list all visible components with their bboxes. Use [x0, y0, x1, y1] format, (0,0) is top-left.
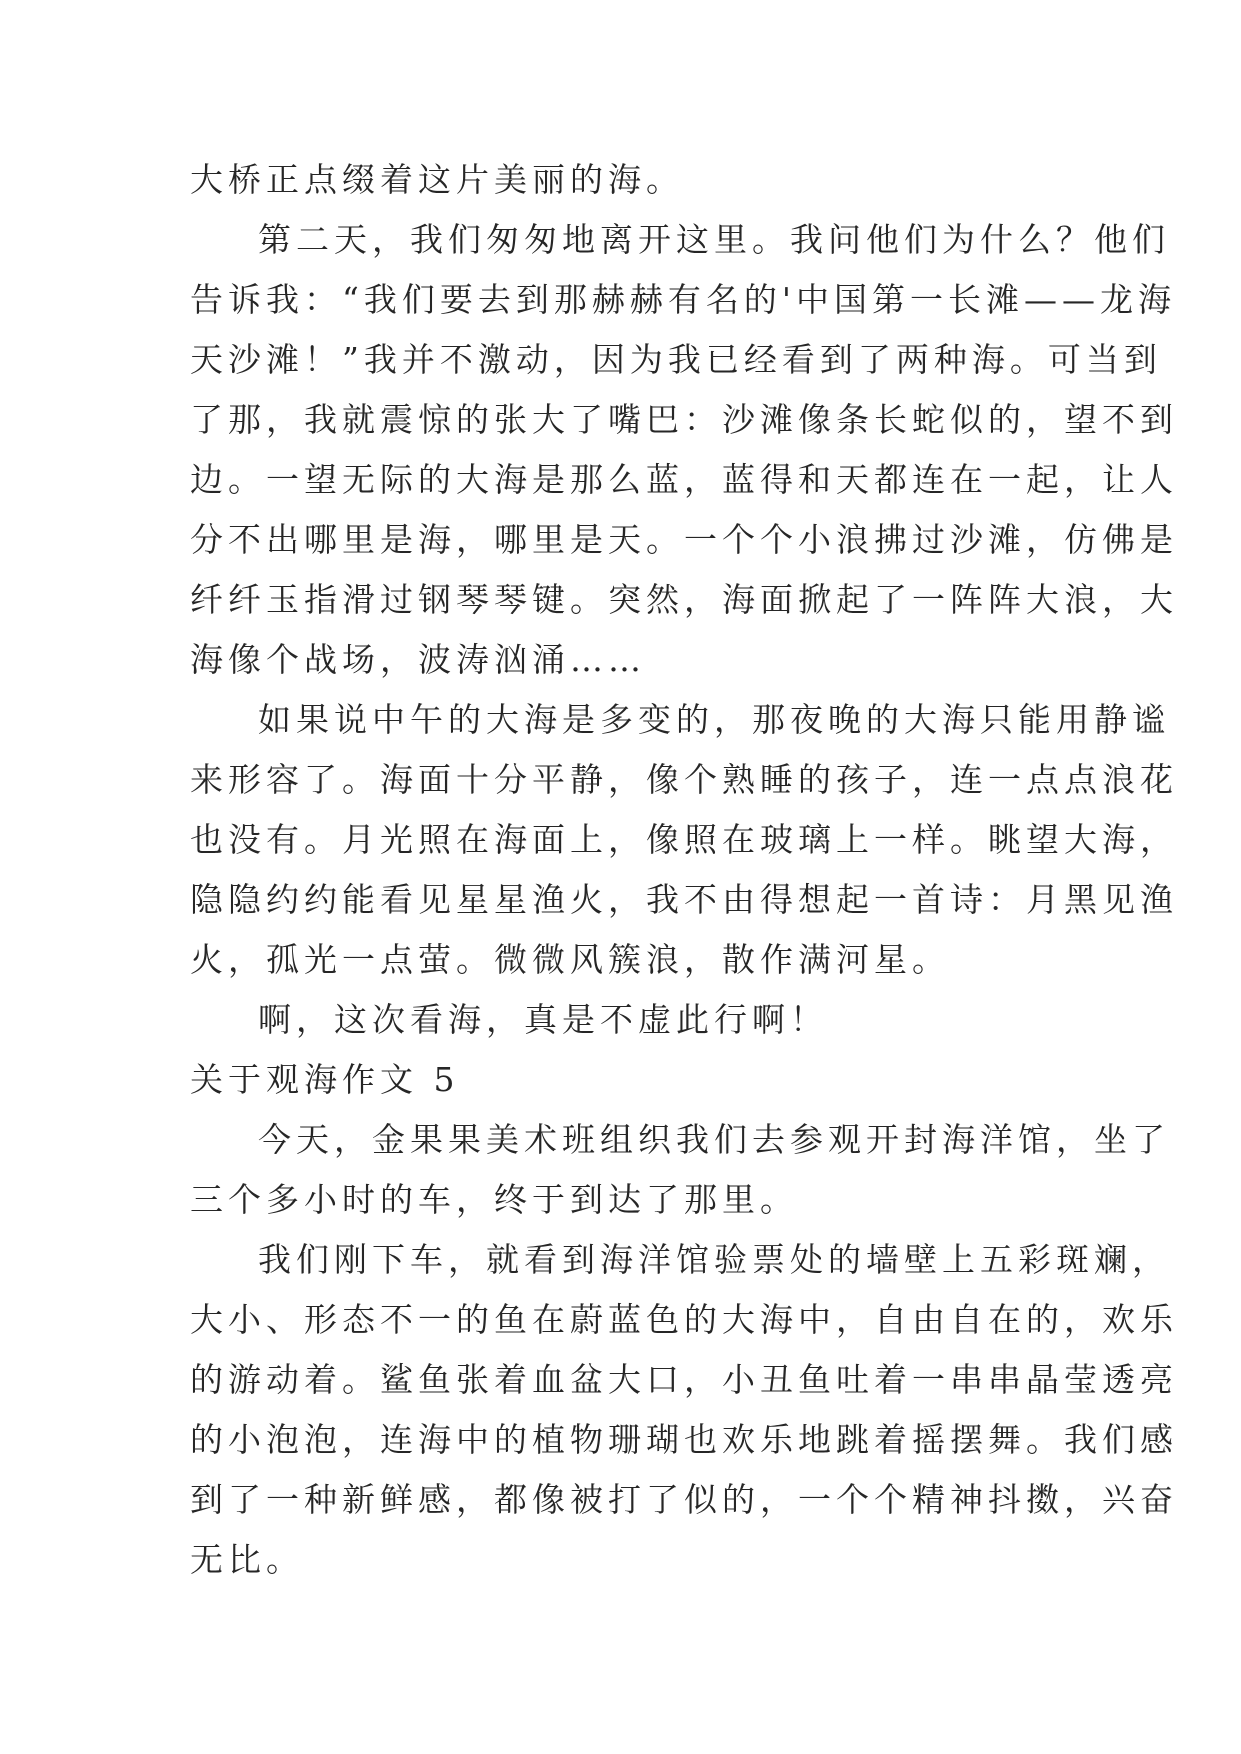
essay-body [190, 150, 1178, 1590]
text-line: 边。一望无际的大海是那么蓝，蓝得和天都连在一起，让人 [190, 460, 1178, 499]
text-line: 的游动着。鲨鱼张着血盆大口，小丑鱼吐着一串串晶莹透亮 [190, 1360, 1178, 1399]
text-line: 纤纤玉指滑过钢琴琴键。突然，海面掀起了一阵阵大浪，大 [190, 580, 1178, 619]
paragraph-start-line: 第二天，我们匆匆地离开这里。我问他们为什么？他们 [258, 220, 1170, 259]
text-line: 大桥正点缀着这片美丽的海。 [190, 160, 684, 199]
paragraph-start-line: 啊，这次看海，真是不虚此行啊！ [258, 1000, 828, 1039]
text-line: 海像个战场，波涛汹涌…… [190, 640, 646, 679]
text-line: 天沙滩！”我并不激动，因为我已经看到了两种海。可当到 [190, 340, 1162, 379]
section-heading: 关于观海作文 5 [190, 1060, 460, 1099]
text-line: 无比。 [190, 1540, 304, 1579]
text-line: 火，孤光一点萤。微微风簇浪，散作满河星。 [190, 940, 950, 979]
text-line: 告诉我：“我们要去到那赫赫有名的'中国第一长滩——龙海 [190, 280, 1176, 319]
paragraph-start-line: 如果说中午的大海是多变的，那夜晚的大海只能用静谧 [258, 700, 1170, 739]
text-line: 大小、形态不一的鱼在蔚蓝色的大海中，自由自在的，欢乐 [190, 1300, 1178, 1339]
text-line: 了那，我就震惊的张大了嘴巴：沙滩像条长蛇似的，望不到 [190, 400, 1178, 439]
paragraph-start-line: 今天，金果果美术班组织我们去参观开封海洋馆，坐了 [258, 1120, 1170, 1159]
text-line: 来形容了。海面十分平静，像个熟睡的孩子，连一点点浪花 [190, 760, 1178, 799]
text-line: 隐隐约约能看见星星渔火，我不由得想起一首诗：月黑见渔 [190, 880, 1178, 919]
paragraph-start-line: 我们刚下车，就看到海洋馆验票处的墙壁上五彩斑斓， [258, 1240, 1170, 1279]
text-line: 到了一种新鲜感，都像被打了似的，一个个精神抖擞，兴奋 [190, 1480, 1178, 1519]
text-line: 三个多小时的车，终于到达了那里。 [190, 1180, 798, 1219]
text-line: 的小泡泡，连海中的植物珊瑚也欢乐地跳着摇摆舞。我们感 [190, 1420, 1178, 1459]
text-line: 分不出哪里是海，哪里是天。一个个小浪拂过沙滩，仿佛是 [190, 520, 1178, 559]
text-line: 也没有。月光照在海面上，像照在玻璃上一样。眺望大海， [190, 820, 1178, 859]
